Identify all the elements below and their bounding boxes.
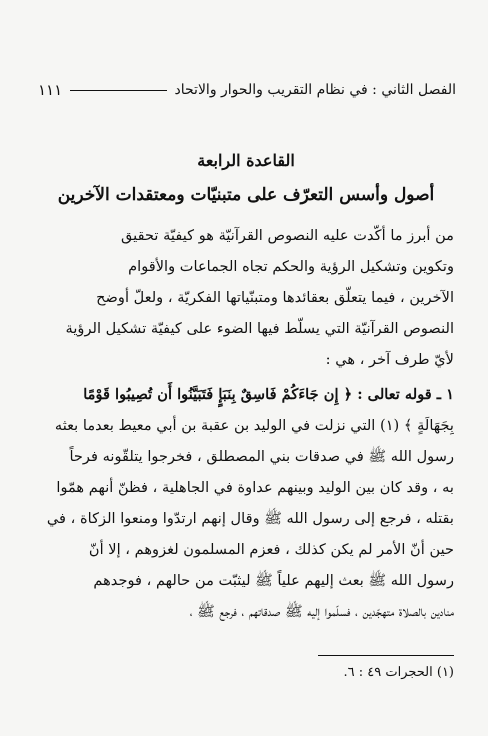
- running-header-title: الفصل الثاني : في نظام التقريب والحوار والاتحاد: [174, 82, 456, 98]
- text-line: من أبرز ما أكّدت عليه النصوص القرآنيّة هو كيفيّة تحقيق: [121, 227, 454, 244]
- text-line: حين أنّ الأمر لم يكن كذلك ، فعزم المسلمون لغزوهم ، إلا أنّ: [88, 541, 454, 558]
- text-line: الآخرين ، فيما يتعلّق بعقائدها ومتبنّياتها الفكريّة ، ولعلّ أوضح: [96, 289, 454, 306]
- text-line: ١ ـ قوله تعالى : ﴿ إِن جَاءَكُمْ فَاسِقٌ بِنَبَإٍ فَتَبَيَّنُوا أَن تُصِيبُوا قَوْمًا: [83, 386, 454, 403]
- subheading: أصول وأسس التعرّف على متبنيّات ومعتقدات الآخرين: [57, 185, 435, 205]
- page-number: ١١١: [38, 81, 63, 99]
- text-line: بِجَهَالَةٍ ﴾ (١) التي نزلت في الوليد بن عقبة بن أبي معيط بعدما بعثه: [54, 417, 454, 434]
- section-title: القاعدة الرابعة: [197, 151, 295, 170]
- footnote: (١) الحجرات ٤٩ : ٦.: [343, 665, 454, 680]
- item-1-paragraph: [38, 379, 454, 627]
- running-header: [38, 78, 456, 102]
- header-rule: [70, 90, 166, 91]
- intro-paragraph: [38, 220, 454, 375]
- text-line: النصوص القرآنيّة التي يسلّط فيها الضوء على كيفيّة تشكيل الرؤية: [65, 320, 454, 337]
- text-line: منادين بالصلاة متهجّدين ، فسلّموا إليه ﷺ صدقاتهم ، فرجع ﷺ ،: [189, 603, 454, 620]
- text-line: لأيّ طرف آخر ، هي :: [325, 351, 454, 368]
- text-line: وتكوين وتشكيل الرؤية والحكم تجاه الجماعات والأقوام: [128, 258, 454, 275]
- text-line: رسول الله ﷺ بعث إليهم علياً ﷺ ليثبّت من حالهم ، فوجدهم: [93, 572, 454, 589]
- page-body: [38, 148, 454, 631]
- text-line: بقتله ، فرجع إلى رسول الله ﷺ وقال إنهم ارتدّوا ومنعوا الزكاة ، في: [46, 510, 454, 527]
- footnote-rule: [318, 655, 454, 656]
- text-line: رسول الله ﷺ في صدقات بني المصطلق ، فخرجوا يتلقّونه فرحاً: [69, 448, 454, 465]
- text-line: به ، وقد كان بين الوليد وبينهم عداوة في الجاهلية ، فظنّ أنهم همّوا: [56, 479, 454, 496]
